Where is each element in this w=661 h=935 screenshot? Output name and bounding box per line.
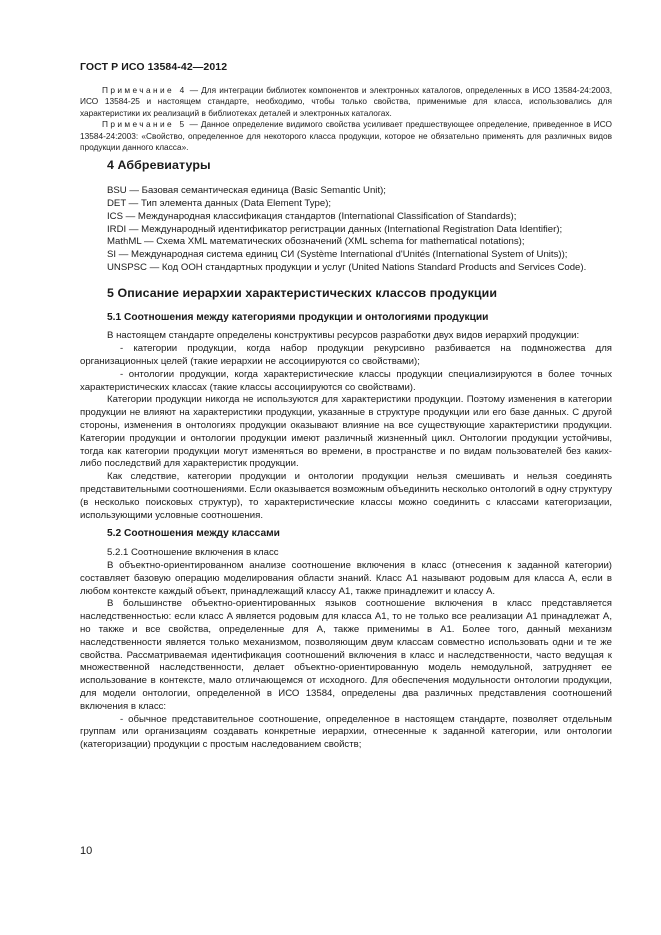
paragraph: В большинстве объектно-ориентированных языков соотношение включения в класс представляется наследственностью: если класс A является родовым для класса A1, то не только все реализации A1 принадлежат A, но также и все свойства, определенные для A, также применимы в A1. Более того, данный механизм наследственности является только механизмом, позволяющим двум классам совместно использовать одни и те же свойства. Рассматриваемая идентификация соотношений включения в класс и наследственности, часто ведущая к множественной наследственности, делает объектно-ориентированную модель немодульной, затрудняет ее использование в контексте, мало отличающемся от исходного. Для обеспечения модульности онтологии продукции, для модели онтологии, определенной в ИСО 13584, определены два различных представления соотношений включения в класс: bbox=[80, 598, 612, 712]
abbreviation-list bbox=[80, 185, 612, 275]
paragraph: В настоящем стандарте определены конструктивы ресурсов разработки двух видов иерархий продукции: bbox=[107, 330, 580, 342]
list-item: - категории продукции, когда набор продукции рекурсивно разбивается на подмножества для организационных целей (такие иерархии не ассоциируются со свойствами); bbox=[80, 343, 612, 367]
abbreviation-item: DET — Тип элемента данных (Data Element Type); bbox=[107, 198, 332, 210]
list-item: - онтологии продукции, когда характеристические классы продукции специализируются в более точных характеристических классах (такие классы ассоциируются со свойствами). bbox=[80, 368, 612, 393]
note-label: Примечание 5 bbox=[102, 119, 187, 130]
note-5 bbox=[80, 119, 612, 153]
paragraph: Категории продукции никогда не используются для характеристики продукции. Поэтому изменения в категории продукции не влияют на характеристики продукции, указанные в структуре продукции или его базе данных. С другой стороны, изменения в онтологиях продукции оказывают влияние на все существующие характеристики продукции. Категории продукции и онтологии продукции имеют различный жизненный цикл. Онтологии продукции устойчивы, тогда как категории продукции могут изменяться во времени, в пространстве и по видам пользователей без каких-либо последствий для характеристик продукции. bbox=[80, 394, 612, 470]
section-4-heading: 4 Аббревиатуры bbox=[107, 158, 211, 173]
section-5-heading: 5 Описание иерархии характеристических классов продукции bbox=[107, 285, 498, 300]
abbreviation-item: IRDI — Международный идентификатор регистрации данных (International Registration Data Identifier); bbox=[107, 223, 563, 235]
section-5-2-1-heading: 5.2.1 Соотношение включения в класс bbox=[107, 547, 279, 559]
section-5-2-heading: 5.2 Соотношения между классами bbox=[107, 528, 280, 540]
document-header: ГОСТ Р ИСО 13584-42—2012 bbox=[80, 61, 228, 73]
abbreviation-item: ICS — Международная классификация стандартов (International Classification of Standards); bbox=[107, 210, 517, 222]
abbreviation-item: UNSPSC — Код ООН стандартных продукции и услуг (United Nations Standard Products and Services Code). bbox=[107, 262, 587, 274]
paragraph: В объектно-ориентированном анализе соотношение включения в класс (отнесения к заданной категории) составляет базовую операцию моделирования области знаний. Класс A1 называют родовым для класса A, если в любом контексте каждый объект, принадлежащий классу A1, также принадлежит и классу A. bbox=[80, 559, 612, 597]
abbreviation-item: SI — Международная система единиц СИ (Système International d'Unités (International System of Units)); bbox=[107, 249, 568, 261]
page-number: 10 bbox=[80, 845, 93, 857]
note-text: — Данное определение видимого свойства усиливает предшествующее определение, приведенное в ИСО 13584-24:2003: «Свойство, определенное для некоторого класса продукции, которое не обязательно применять для различных видов продукции данного класса». bbox=[80, 119, 612, 153]
note-4 bbox=[80, 85, 612, 119]
note-label: Примечание 4 bbox=[102, 85, 187, 95]
paragraph: Как следствие, категории продукции и онтологии продукции нельзя смешивать и нельзя соединять представительными соотношениями. Если оказывается возможным объединить несколько онтологий в одну структуру (в несколько поисковых структур), то характеристические классы можно соединить с классами категоризации, использующими условные соотношения. bbox=[80, 471, 612, 521]
document-body bbox=[80, 85, 612, 752]
list-item: - обычное представительное соотношение, определенное в настоящем стандарте, позволяет отдельным группам или организациям создавать конкретные иерархии, отнесенные к заданной категории, или онтологии (категоризации) продукции с простым наследованием свойств; bbox=[80, 713, 612, 751]
abbreviation-item: BSU — Базовая семантическая единица (Basic Semantic Unit); bbox=[107, 185, 386, 197]
section-5-1-heading: 5.1 Соотношения между категориями продукции и онтологиями продукции bbox=[107, 311, 489, 323]
abbreviation-item: MathML — Схема XML математических обозначений (XML schema for mathematical notations); bbox=[107, 236, 525, 248]
note-text: — Для интеграции библиотек компонентов и электронных каталогов, определенных в ИСО 13584-24:2003, ИСО 13584-25 и настоящем стандарте, необходимо, чтобы только свойства, применимые для класса, использовались для характеристики их реализаций в библиотеках деталей и электронных каталогах. bbox=[80, 85, 612, 118]
